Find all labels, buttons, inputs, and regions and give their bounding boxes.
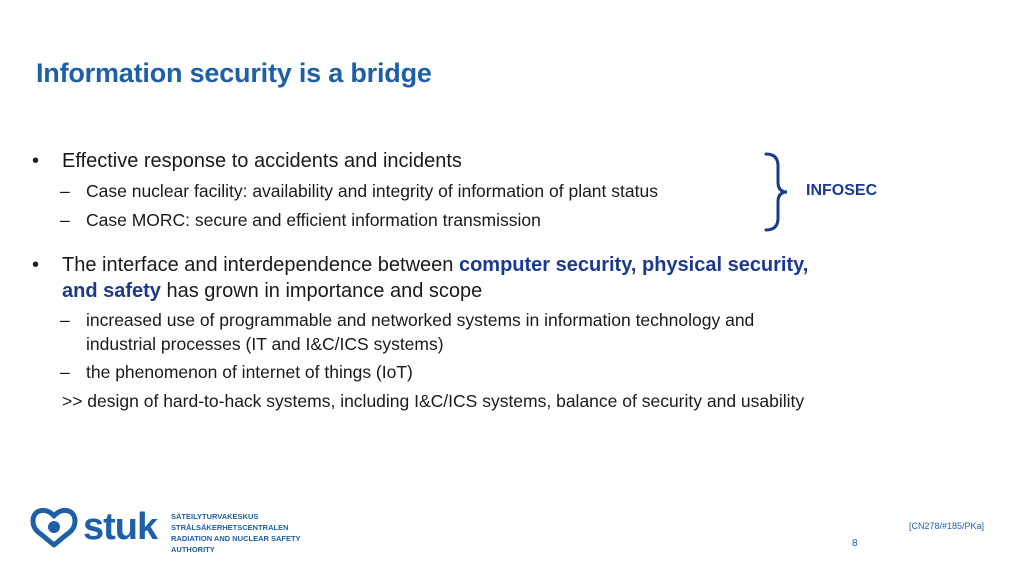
- stuk-logo: [30, 505, 330, 553]
- sub-item-text: the phenomenon of internet of things (IoT): [86, 362, 413, 382]
- highlight-text: computer security, physical security,: [458, 254, 809, 276]
- bullet-text-after: has grown in importance and scope: [160, 280, 483, 302]
- dash-marker: –: [60, 181, 70, 201]
- sub-item-text: Case MORC: secure and efficient information transmission: [86, 210, 541, 230]
- infosec-label: INFOSEC: [806, 182, 878, 199]
- sub-item-text: Case nuclear facility: availability and integrity of information of plant status: [86, 181, 658, 201]
- sub-item-iot: [30, 360, 990, 384]
- sub-item-text-cont: industrial processes (IT and I&C/ICS systems): [86, 334, 444, 354]
- page-title: Information security is a bridge: [36, 58, 432, 88]
- sub-item-text: increased use of programmable and networked systems in information technology and: [86, 310, 755, 330]
- bullet-text-before: The interface and interdependence between: [62, 254, 459, 276]
- dash-marker: –: [60, 310, 70, 330]
- dash-marker: –: [60, 362, 70, 382]
- logo-line-en: RADIATION AND NUCLEAR SAFETY AUTHORITY: [171, 534, 301, 554]
- bullet-marker: •: [32, 254, 40, 276]
- bullet-item-interface: [30, 252, 990, 304]
- dash-marker: –: [60, 210, 70, 230]
- bullet-text: Effective response to accidents and incidents: [62, 150, 462, 172]
- logo-tagline: [171, 511, 330, 555]
- conclusion-line: >> design of hard-to-hack systems, including I&C/ICS systems, balance of security and usability: [62, 391, 805, 411]
- page-number: 8: [852, 538, 858, 549]
- bullet-marker: •: [32, 150, 40, 172]
- sub-item-programmable-systems: [30, 308, 990, 356]
- sub-item-morc: [30, 208, 990, 232]
- reference-code: [CN278/#185/PKa]: [908, 521, 984, 531]
- stuk-emblem-icon: [30, 507, 78, 551]
- logo-line-sv: STRÅLSÄKERHETSCENTRALEN: [171, 523, 289, 532]
- highlight-text-cont: and safety: [62, 280, 161, 302]
- bullet-item-response: [30, 148, 990, 174]
- logo-wordmark: stuk: [83, 506, 158, 548]
- curly-brace-icon: [760, 152, 790, 232]
- logo-line-fi: SÄTEILYTURVAKESKUS: [171, 512, 259, 521]
